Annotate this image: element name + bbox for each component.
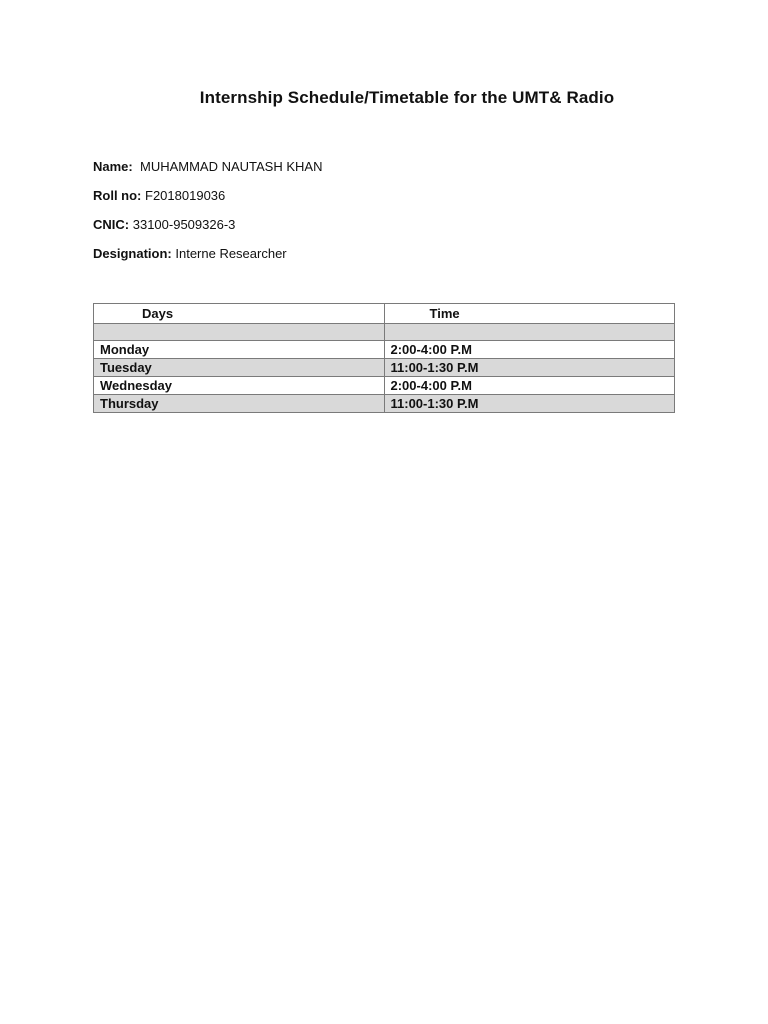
day-cell: Wednesday	[94, 377, 385, 395]
table-row	[94, 341, 675, 359]
roll-number-label: Roll no:	[93, 188, 142, 203]
name-field	[93, 159, 322, 174]
time-cell: 11:00-1:30 P.M	[384, 395, 675, 413]
name-label: Name:	[93, 159, 133, 174]
day-cell: Monday	[94, 341, 385, 359]
table-header-row	[94, 304, 675, 324]
roll-number-value: F2018019036	[145, 188, 226, 203]
designation-field	[93, 246, 287, 261]
cnic-field	[93, 217, 235, 232]
time-cell: 2:00-4:00 P.M	[384, 341, 675, 359]
time-cell: 11:00-1:30 P.M	[384, 359, 675, 377]
document-title: Internship Schedule/Timetable for the UMT& Radio	[199, 88, 615, 107]
table-row	[94, 359, 675, 377]
day-cell: Thursday	[94, 395, 385, 413]
spacer-cell	[94, 324, 385, 341]
cnic-value: 33100-9509326-3	[132, 217, 236, 232]
time-cell: 2:00-4:00 P.M	[384, 377, 675, 395]
roll-number-field	[93, 188, 225, 203]
time-header: Time	[384, 304, 675, 324]
schedule-table	[93, 303, 675, 413]
table-row	[94, 377, 675, 395]
table-row	[94, 395, 675, 413]
cnic-label: CNIC:	[93, 217, 130, 232]
table-spacer-row	[94, 324, 675, 341]
name-value: MUHAMMAD NAUTASH KHAN	[139, 159, 323, 174]
spacer-cell	[384, 324, 675, 341]
designation-label: Designation:	[93, 246, 172, 261]
day-cell: Tuesday	[94, 359, 385, 377]
designation-value: Interne Researcher	[175, 246, 287, 261]
days-header: Days	[94, 304, 385, 324]
